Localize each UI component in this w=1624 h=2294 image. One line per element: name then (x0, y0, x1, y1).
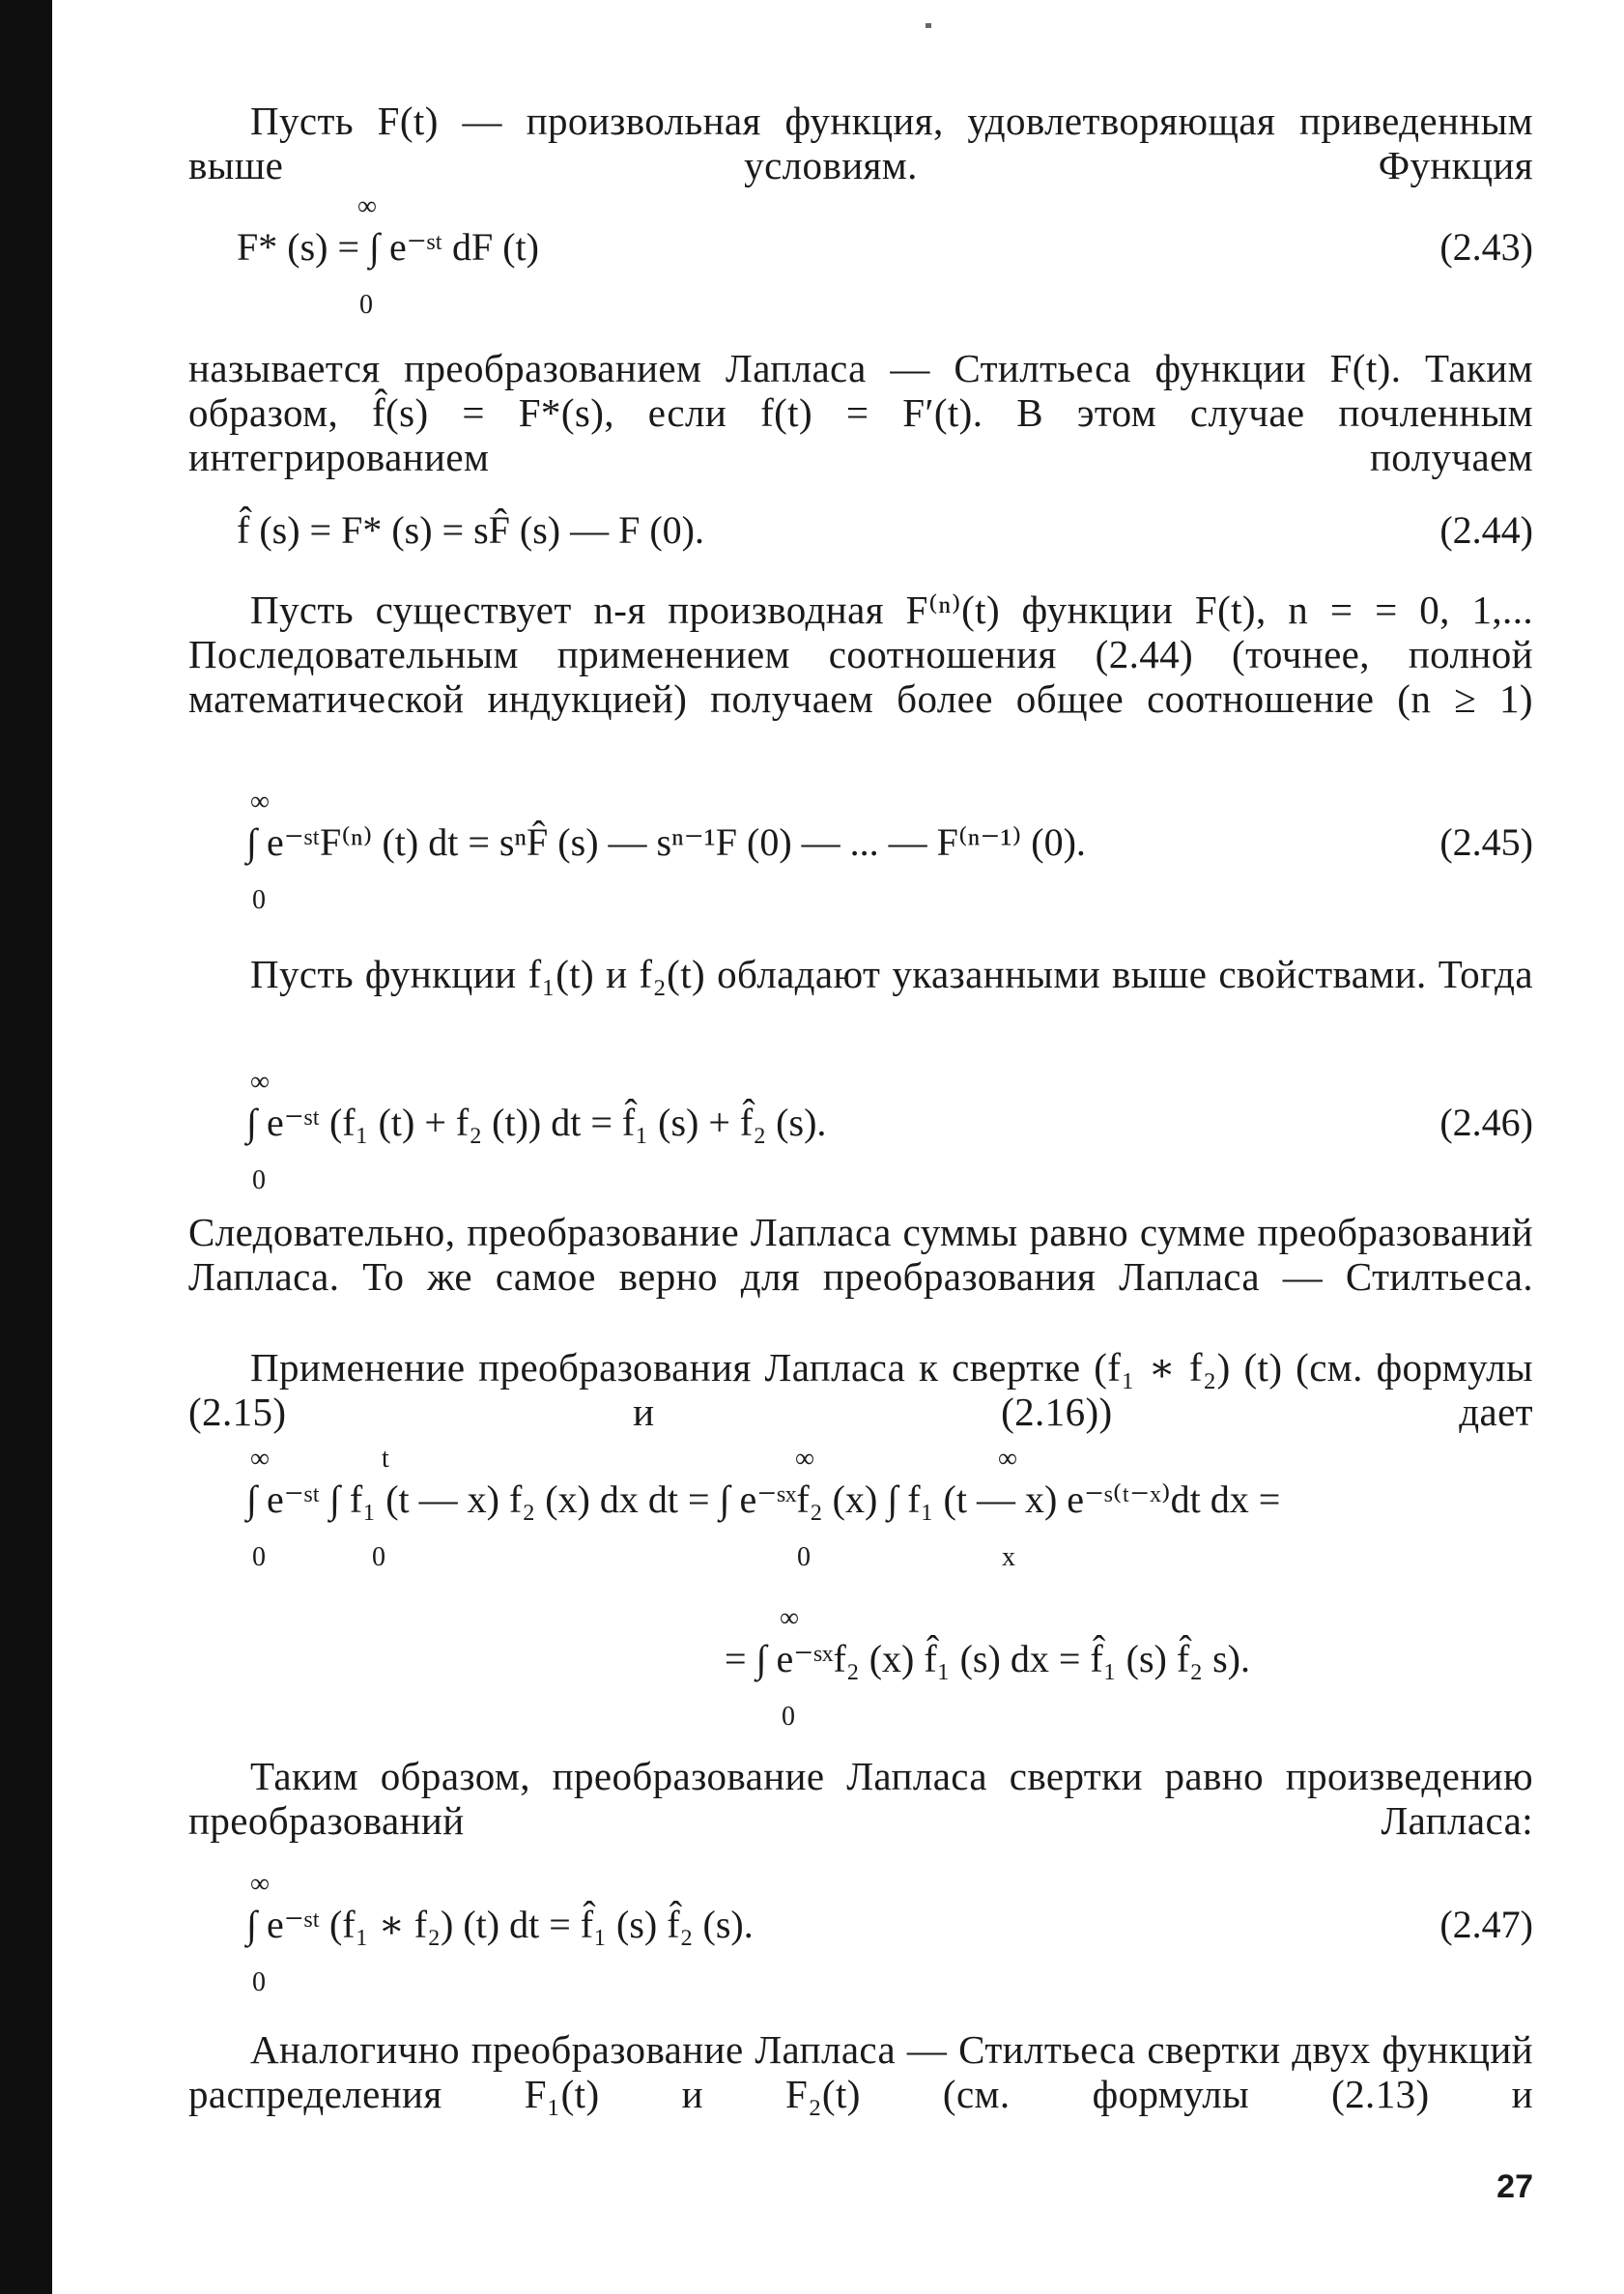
integral-lower-limit: x (1002, 1542, 1015, 1572)
integral-lower-limit: 0 (797, 1542, 811, 1572)
formula-convolution-2: = ∫ e⁻ˢˣf₂ (x) f̂₁ (s) dx = f̂₁ (s) f̂₂ s). (725, 1637, 1251, 1680)
integral-lower-limit: 0 (782, 1702, 795, 1732)
integral-lower-limit: 0 (252, 885, 266, 915)
paragraph-laplace-stieltjes: называется преобразованием Лапласа — Стилтьеса функции F(t). Таким образом, f̂(s) = F*(s), если f(t) = F′(t). В этом случае почленным интегрированием получаем (188, 346, 1533, 479)
paragraph-analogous: Аналогично преобразование Лапласа — Стилтьеса свертки двух функций распределения F₁(t) и F₂(t) (см. формулы (2.13) и (188, 2027, 1533, 2116)
integral-lower-limit: 0 (372, 1542, 385, 1572)
integral-upper-limit: ∞ (357, 191, 377, 221)
equation-convolution-line-1 (188, 1444, 1533, 1572)
equation-number: (2.46) (1439, 1101, 1533, 1144)
equation-number: (2.47) (1439, 1903, 1533, 1946)
equation-number: (2.45) (1439, 820, 1533, 864)
paragraph-sum-transform: Следовательно, преобразование Лапласа суммы равно сумме преобразований Лапласа. То же самое верно для преобразования Лапласа — Стилтьеса. (188, 1210, 1533, 1299)
scan-mark (926, 23, 931, 28)
equation-2-44 (188, 488, 1533, 556)
integral-upper-limit: ∞ (998, 1444, 1017, 1474)
integral-upper-limit: ∞ (250, 1067, 270, 1097)
equation-2-45 (188, 787, 1533, 915)
formula-2-45: ∫ e⁻ˢᵗF⁽ⁿ⁾ (t) dt = sⁿF̂ (s) — sⁿ⁻¹F (0) — ... — F⁽ⁿ⁻¹⁾ (0). (246, 820, 1086, 864)
equation-convolution-line-2 (188, 1603, 1533, 1732)
integral-upper-limit: ∞ (780, 1603, 799, 1633)
integral-upper-limit: ∞ (250, 1444, 270, 1474)
integral-upper-limit: ∞ (250, 787, 270, 817)
page-number: 27 (1496, 2168, 1533, 2205)
paragraph-convolution-product: Таким образом, преобразование Лапласа свертки равно произведению преобразований Лапласа: (188, 1754, 1533, 1843)
formula-2-46: ∫ e⁻ˢᵗ (f₁ (t) + f₂ (t)) dt = f̂₁ (s) + f̂₂ (s). (246, 1101, 827, 1144)
formula-convolution-1: ∫ e⁻ˢᵗ ∫ f₁ (t — x) f₂ (x) dx dt = ∫ e⁻ˢˣf₂ (x) ∫ f₁ (t — x) e⁻ˢ⁽ᵗ⁻ˣ⁾dt dx = (246, 1477, 1281, 1521)
integral-lower-limit: 0 (252, 1542, 266, 1572)
integral-upper-limit: t (382, 1444, 389, 1474)
formula-2-44: f̂ (s) = F* (s) = sF̂ (s) — F (0). (237, 508, 705, 552)
equation-2-43 (188, 191, 1533, 320)
paragraph-convolution: Применение преобразования Лапласа к свертке (f₁ ∗ f₂) (t) (см. формулы (2.15) и (2.16)) дает (188, 1345, 1533, 1434)
paragraph-intro: Пусть F(t) — произвольная функция, удовлетворяющая приведенным выше условиям. Функция (188, 99, 1533, 187)
integral-lower-limit: 0 (252, 1165, 266, 1195)
integral-lower-limit: 0 (252, 1967, 266, 1997)
equation-number: (2.43) (1439, 225, 1533, 269)
integral-upper-limit: ∞ (250, 1869, 270, 1899)
formula-2-43: F* (s) = ∫ e⁻ˢᵗ dF (t) (237, 225, 539, 269)
equation-2-46 (188, 1067, 1533, 1195)
formula-2-47: ∫ e⁻ˢᵗ (f₁ ∗ f₂) (t) dt = f̂₁ (s) f̂₂ (s). (246, 1903, 754, 1946)
paragraph-nth-derivative: Пусть существует n-я производная F⁽ⁿ⁾(t) функции F(t), n = = 0, 1,... Последовательным применением соотношения (2.44) (точнее, полной математической индукцией) получаем более общее соотношение (n ≥ 1) (188, 588, 1533, 721)
integral-upper-limit: ∞ (795, 1444, 814, 1474)
paragraph-two-functions: Пусть функции f₁(t) и f₂(t) обладают указанными выше свойствами. Тогда (250, 952, 1533, 996)
integral-lower-limit: 0 (359, 290, 373, 320)
equation-number: (2.44) (1439, 508, 1533, 552)
scan-binding-shadow (0, 0, 52, 2294)
equation-2-47 (188, 1869, 1533, 1997)
